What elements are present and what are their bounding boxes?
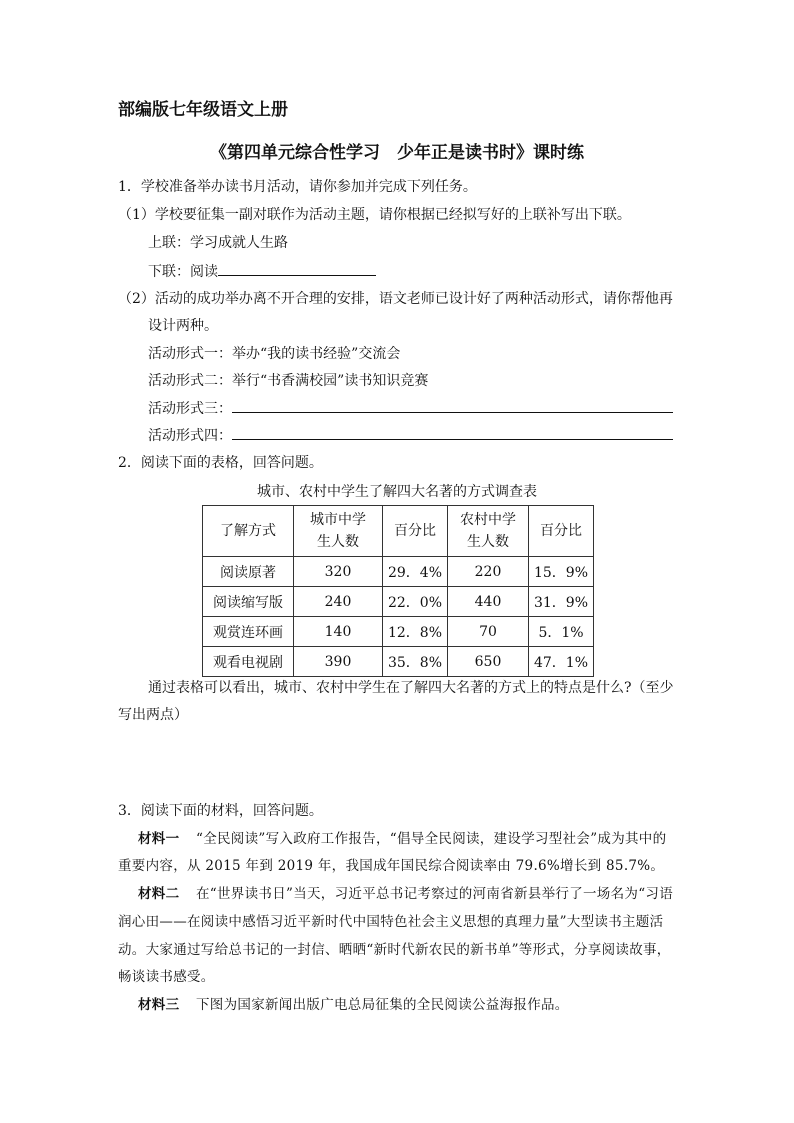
q1-sub2-line2: 设计两种。 bbox=[148, 318, 218, 334]
table-cell: 观赏连环画 bbox=[203, 617, 294, 647]
material-1-label: 材料一 bbox=[138, 831, 180, 847]
activity-form-3-blank[interactable] bbox=[232, 398, 673, 413]
table-cell: 240 bbox=[294, 587, 383, 617]
couplet-lower-prefix: 下联：阅读 bbox=[148, 264, 218, 280]
table-header-cell: 了解方式 bbox=[203, 506, 294, 557]
q2-question-line1: 通过表格可以看出，城市、农村中学生在了解四大名著的方式上的特点是什么?（至少 bbox=[148, 680, 674, 696]
material-1-line1 bbox=[138, 829, 666, 849]
material-1-text: “全民阅读”写入政府工作报告，“倡导全民阅读，建设学习型社会”成为其中的 bbox=[196, 831, 667, 847]
table-cell: 阅读原著 bbox=[203, 557, 294, 587]
q2-stem: 2．阅读下面的表格，回答问题。 bbox=[118, 455, 323, 471]
table-cell: 220 bbox=[448, 557, 529, 587]
lesson-title: 《第四单元综合性学习 少年正是读书时》课时练 bbox=[210, 143, 584, 163]
activity-form-2: 活动形式二：举行“书香满校园”读书知识竞赛 bbox=[148, 373, 429, 389]
material-2-line4: 畅谈读书感受。 bbox=[118, 969, 215, 985]
table-header-cell: 百分比 bbox=[383, 506, 448, 557]
table-header-cell bbox=[448, 506, 529, 557]
q1-sub1: （1）学校要征集一副对联作为活动主题，请你根据已经拟写好的上联补写出下联。 bbox=[118, 207, 631, 223]
book-title: 部编版七年级语文上册 bbox=[118, 100, 288, 120]
couplet-upper: 上联：学习成就人生路 bbox=[148, 235, 288, 251]
table-cell: 12．8% bbox=[383, 617, 448, 647]
couplet-lower bbox=[148, 261, 376, 282]
q1-stem: 1．学校准备举办读书月活动，请你参加并完成下列任务。 bbox=[118, 179, 477, 195]
table-cell: 140 bbox=[294, 617, 383, 647]
activity-form-1: 活动形式一：举办“我的读书经验”交流会 bbox=[148, 346, 401, 362]
activity-form-4-label: 活动形式四： bbox=[148, 428, 232, 444]
material-2-line2: 润心田——在阅读中感悟习近平新时代中国特色社会主义思想的真理力量”大型读书主题活 bbox=[118, 914, 664, 930]
table-cell: 440 bbox=[448, 587, 529, 617]
material-3-label: 材料三 bbox=[138, 997, 180, 1013]
q1-sub2-line1: （2）活动的成功举办离不开合理的安排，语文老师已设计好了两种活动形式，请你帮他再 bbox=[118, 291, 673, 307]
table-header-cell: 百分比 bbox=[529, 506, 594, 557]
table-row bbox=[203, 557, 594, 587]
material-3-line1 bbox=[138, 995, 569, 1015]
material-2-line3: 动。大家通过写给总书记的一封信、晒晒“新时代新农民的新书单”等形式，分享阅读故事， bbox=[118, 942, 671, 958]
table-header-row bbox=[203, 506, 594, 557]
table-cell: 47．1% bbox=[529, 647, 594, 677]
material-2-label: 材料二 bbox=[138, 886, 180, 902]
table-row bbox=[203, 617, 594, 647]
table-cell: 320 bbox=[294, 557, 383, 587]
activity-form-4-blank[interactable] bbox=[232, 425, 673, 440]
activity-form-3-label: 活动形式三： bbox=[148, 401, 232, 417]
table-cell: 29．4% bbox=[383, 557, 448, 587]
material-1-line2: 重要内容，从 2015 年到 2019 年，我国成年国民综合阅读率由 79.6%增长到 85.7%。 bbox=[118, 858, 665, 874]
table-cell: 15．9% bbox=[529, 557, 594, 587]
table-cell: 70 bbox=[448, 617, 529, 647]
material-3-text: 下图为国家新闻出版广电总局征集的全民阅读公益海报作品。 bbox=[196, 997, 569, 1013]
table-cell: 观看电视剧 bbox=[203, 647, 294, 677]
table-cell: 31．9% bbox=[529, 587, 594, 617]
q3-stem: 3．阅读下面的材料，回答问题。 bbox=[118, 803, 323, 819]
table-cell: 阅读缩写版 bbox=[203, 587, 294, 617]
table-cell: 390 bbox=[294, 647, 383, 677]
activity-form-3 bbox=[148, 398, 673, 419]
q2-question-line2: 写出两点） bbox=[118, 707, 188, 723]
table-header-cell-text: 农村中学生人数 bbox=[460, 512, 516, 550]
table-cell: 22．0% bbox=[383, 587, 448, 617]
table-header-cell bbox=[294, 506, 383, 557]
material-2-line1 bbox=[138, 884, 673, 904]
table-title: 城市、农村中学生了解四大名著的方式调查表 bbox=[257, 484, 537, 500]
material-2-text: 在“世界读书日”当天，习近平总书记考察过的河南省新县举行了一场名为“习语 bbox=[196, 886, 674, 902]
table-cell: 5．1% bbox=[529, 617, 594, 647]
activity-form-4 bbox=[148, 425, 673, 446]
table-cell: 650 bbox=[448, 647, 529, 677]
table-row bbox=[203, 647, 594, 677]
survey-table bbox=[202, 505, 594, 677]
table-row bbox=[203, 587, 594, 617]
table-header-cell-text: 城市中学生人数 bbox=[310, 512, 366, 550]
table-cell: 35．8% bbox=[383, 647, 448, 677]
couplet-answer-blank[interactable] bbox=[218, 261, 376, 276]
